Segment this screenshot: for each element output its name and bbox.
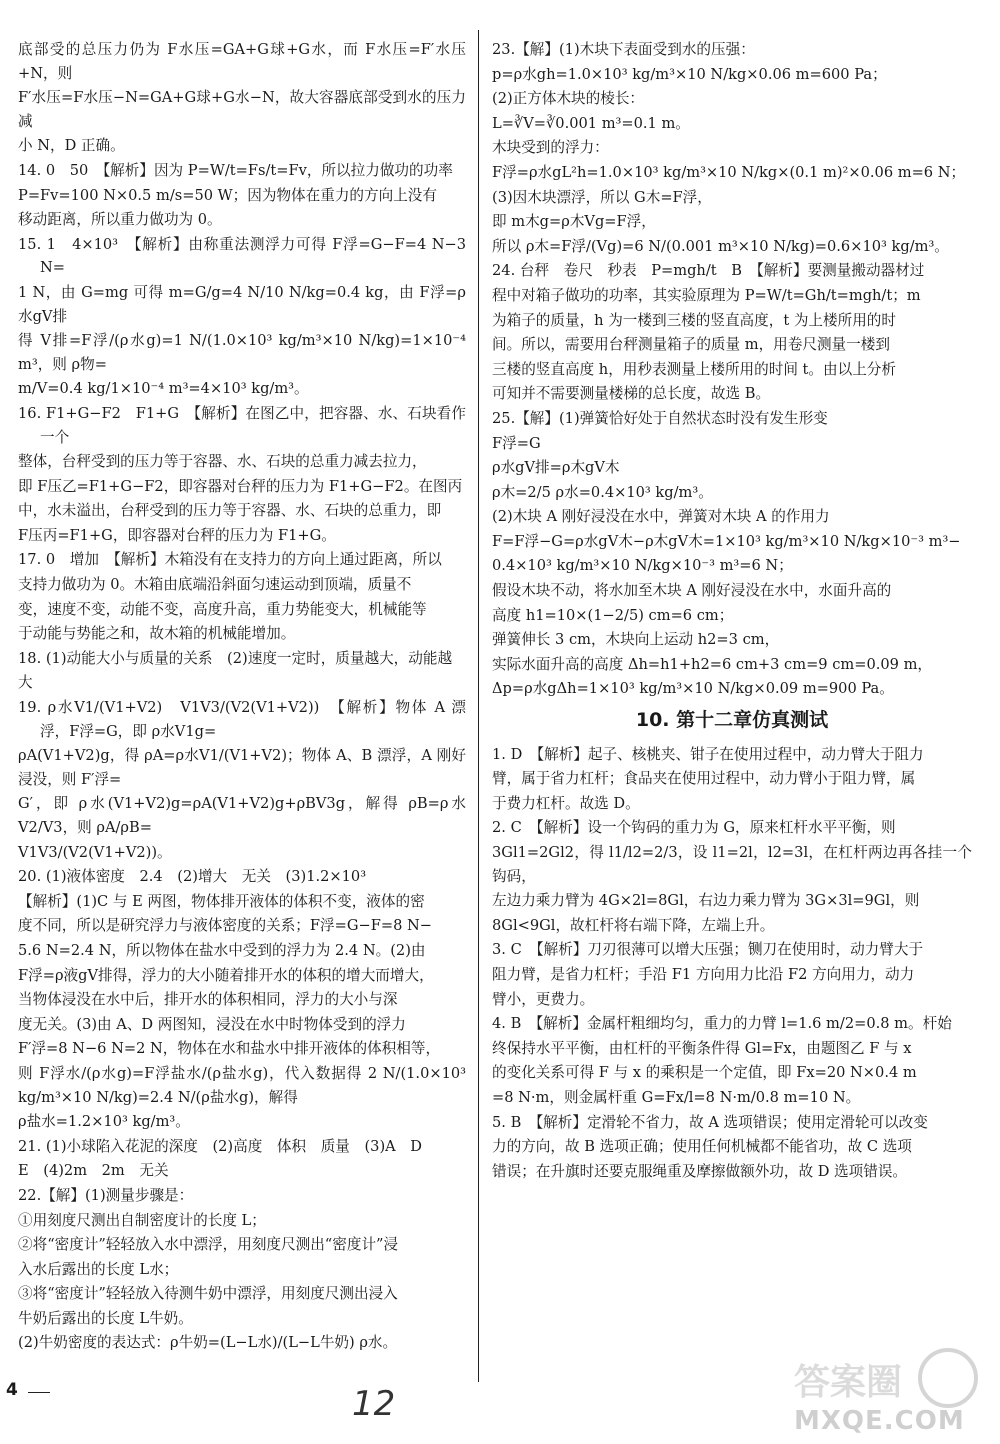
text-line: 臂小，更费力。 — [492, 990, 595, 1008]
text-line: 阻力臂，是省力杠杆；手沿 F1 方向用力比沿 F2 方向用力，动力 — [492, 965, 915, 983]
text-line: 移动距离，所以重力做功为 0。 — [18, 211, 222, 229]
text-line: 度不同，所以是研究浮力与液体密度的关系；F浮=G−F=8 N− — [18, 917, 432, 935]
text-line: 弹簧伸长 3 cm，木块向上运动 h2=3 cm， — [492, 631, 780, 649]
text-line: 三楼的竖直高度 h，用秒表测量上楼所用的时间 t。由以上分析 — [492, 360, 896, 378]
text-line: 当物体浸没在水中后，排开水的体积相同，浮力的大小与深 — [18, 991, 398, 1009]
text-line: 支持力做功为 0。木箱由底端沿斜面匀速运动到顶端，质量不 — [18, 576, 412, 594]
right-answers-top — [492, 38, 972, 701]
text-line: 臂，属于省力杠杆；食品夹在使用过程中，动力臂小于阻力臂，属 — [492, 770, 916, 788]
text-line: 1 N，由 G=mg 可得 m=G/g=4 N/10 N/kg=0.4 kg，由 F浮=ρ水gV排 — [18, 283, 466, 325]
text-line: 所以 ρ木=F浮/(Vg)=6 N/(0.001 m³×10 N/kg)=0.6×10³ kg/m³。 — [492, 237, 949, 255]
text-line: 15. 1 4×10³ 【解析】由称重法测浮力可得 F浮=G−F=4 N−3 N= — [18, 235, 466, 277]
text-line: E (4)2m 2m 无关 — [18, 1162, 169, 1180]
text-line: 17. 0 增加 【解析】木箱没有在支持力的方向上通过距离，所以 — [18, 551, 442, 569]
watermark-seal-icon — [918, 1348, 978, 1408]
right-column — [492, 38, 972, 1184]
text-line: 变，速度不变，动能不变，高度升高，重力势能变大，机械能等 — [18, 600, 427, 618]
text-line: 终保持水平平衡，由杠杆的平衡条件得 Gl=Fx，由题图乙 F 与 x — [492, 1039, 912, 1057]
text-line: m/V=0.4 kg/1×10⁻⁴ m³=4×10³ kg/m³。 — [18, 380, 309, 398]
footer-rule — [28, 1392, 50, 1393]
text-line: ③将“密度计”轻轻放入待测牛奶中漂浮，用刻度尺测出浸入 — [18, 1285, 398, 1303]
text-line: 的变化关系可得 F 与 x 的乘积是一个定值，即 Fx=20 N×0.4 m — [492, 1064, 917, 1082]
text-line: 23.【解】(1)木块下表面受到水的压强： — [492, 41, 755, 58]
column-divider — [478, 30, 479, 1382]
text-line: =8 N·m，则金属杆重 G=Fx/l=8 N·m/0.8 m=10 N。 — [492, 1088, 861, 1106]
text-line: 4. B 【解析】金属杆粗细均匀，重力的力臂 l=1.6 m/2=0.8 m。杆始 — [492, 1015, 952, 1033]
text-line: 3Gl1=2Gl2，得 l1/l2=2/3，设 l1=2l，l2=3l，在杠杆两边再各挂一个钩码， — [492, 844, 972, 885]
text-line: 木块受到的浮力： — [492, 139, 609, 157]
watermark-cn: 答案圈 — [794, 1362, 903, 1403]
text-line: 即 F压乙=F1+G−F2，即容器对台秤的压力为 F1+G−F2。在图丙 — [18, 477, 463, 495]
text-line: 高度 h1=10×(1−2/5) cm=6 cm； — [492, 606, 734, 624]
text-line: 力的方向，故 B 选项正确；使用任何机械都不能省功，故 C 选项 — [492, 1138, 912, 1156]
text-line: P=Fv=100 N×0.5 m/s=50 W；因为物体在重力的方向上没有 — [18, 186, 437, 204]
text-line: 则 F浮水/(ρ水g)=F浮盐水/(ρ盐水g)，代入数据得 2 N/(1.0×10³ kg/m³×10 N/kg)=2.4 N/(ρ盐水g)，解得 — [18, 1064, 466, 1106]
watermark-url: MXQE.COM — [794, 1406, 965, 1436]
text-line: 整体，台秤受到的压力等于容器、水、石块的总重力减去拉力， — [18, 453, 427, 471]
text-line: 21. (1)小球陷入花泥的深度 (2)高度 体积 质量 (3)A D — [18, 1137, 422, 1155]
text-line: ρA(V1+V2)g，得 ρA=ρ水V1/(V1+V2)；物体 A、B 漂浮，A 刚好浸没，则 F′浮= — [18, 747, 466, 788]
text-line: 入水后露出的长度 L水； — [18, 1260, 179, 1278]
text-line: 大 — [18, 674, 33, 692]
text-line: 19. ρ水V1/(V1+V2) V1V3/(V2(V1+V2)) 【解析】物体 A 漂浮，F浮=G，即 ρ水V1g= — [18, 699, 466, 740]
text-line: 为箱子的质量，h 为一楼到三楼的竖直高度，t 为上楼所用的时 — [492, 311, 896, 329]
text-line: 可知并不需要测量楼梯的总长度，故选 B。 — [492, 385, 771, 403]
text-line: 2. C 【解析】设一个钩码的重力为 G，原来杠杆水平平衡，则 — [492, 819, 896, 837]
text-line: F浮=ρ液gV排得，浮力的大小随着排开水的体积的增大而增大， — [18, 966, 434, 984]
text-line: F′水压=F水压−N=GA+G球+G水−N，故大容器底部受到水的压力减 — [18, 89, 466, 130]
page-number: 4 — [6, 1380, 18, 1400]
text-line: 24. 台秤 卷尺 秒表 P=mgh/t B 【解析】要测量搬动器材过 — [492, 262, 925, 280]
text-line: 实际水面升高的高度 Δh=h1+h2=6 cm+3 cm=9 cm=0.09 m， — [492, 655, 933, 673]
text-line: 错误；在升旗时还要克服绳重及摩擦做额外功，故 D 选项错误。 — [492, 1162, 908, 1180]
text-line: 8Gl<9Gl，故杠杆将右端下降，左端上升。 — [492, 916, 775, 934]
text-line: F′浮=8 N−6 N=2 N，物体在水和盐水中排开液体的体积相等， — [18, 1040, 441, 1058]
text-line: (2)正方体木块的棱长： — [492, 90, 645, 108]
text-line: 于动能与势能之和，故木箱的机械能增加。 — [18, 625, 296, 643]
text-line: 22.【解】(1)测量步骤是： — [18, 1186, 194, 1204]
text-line: G′，即 ρ水(V1+V2)g=ρA(V1+V2)g+ρBV3g，解得 ρB=ρ水V2/V3，则 ρA/ρB= — [18, 795, 466, 836]
handwritten-note: 12 — [352, 1384, 396, 1424]
text-line: F浮=ρ水gL²h=1.0×10³ kg/m³×10 N/kg×(0.1 m)²×0.06 m=6 N； — [492, 163, 966, 181]
text-line: (2)牛奶密度的表达式：ρ牛奶=(L−L水)/(L−L牛奶) ρ水。 — [18, 1334, 398, 1352]
text-line: 间。所以，需要用台秤测量箱子的质量 m，用卷尺测量一楼到 — [492, 336, 890, 354]
text-line: 牛奶后露出的长度 L牛奶。 — [18, 1309, 193, 1327]
text-line: 左边力乘力臂为 4G×2l=8Gl，右边力乘力臂为 3G×3l=9Gl，则 — [492, 892, 920, 910]
text-line: 5. B 【解析】定滑轮不省力，故 A 选项错误；使用定滑轮可以改变 — [492, 1113, 928, 1131]
right-answers-bottom — [492, 743, 972, 1184]
text-line: (3)因木块漂浮，所以 G木=F浮， — [492, 188, 712, 206]
left-column — [18, 38, 466, 1356]
text-line: 5.6 N=2.4 N，所以物体在盐水中受到的浮力为 2.4 N。(2)由 — [18, 941, 426, 959]
text-line: V1V3/(V2(V1+V2))。 — [18, 843, 172, 861]
watermark-logo — [790, 1346, 990, 1442]
text-line: 16. F1+G−F2 F1+G 【解析】在图乙中，把容器、水、石块看作一个 — [18, 404, 466, 446]
text-line: 小 N，D 正确。 — [18, 137, 125, 155]
text-line: 假设木块不动，将水加至木块 A 刚好浸没在水中，水面升高的 — [492, 582, 892, 600]
text-line: ρ盐水=1.2×10³ kg/m³。 — [18, 1113, 190, 1131]
text-line: 底部受的总压力仍为 F水压=GA+G球+G水，而 F水压=F′水压+N，则 — [18, 41, 466, 82]
text-line: ①用刻度尺测出自制密度计的长度 L； — [18, 1211, 266, 1229]
text-line: 度无关。(3)由 A、D 两图知，浸没在水中时物体受到的浮力 — [18, 1015, 406, 1033]
text-line: 程中对箱子做功的功率，其实验原理为 P=W/t=Gh/t=mgh/t；m — [492, 286, 921, 304]
text-line: F浮=G — [492, 434, 541, 452]
text-line: ②将“密度计”轻轻放入水中漂浮，用刻度尺测出“密度计”浸 — [18, 1236, 399, 1254]
text-line: 即 m木g=ρ木Vg=F浮， — [492, 213, 656, 231]
text-line: (2)木块 A 刚好浸没在水中，弹簧对木块 A 的作用力 — [492, 508, 830, 526]
text-line: F压丙=F1+G，即容器对台秤的压力为 F1+G。 — [18, 526, 336, 544]
section-title: 10. 第十二章仿真测试 — [635, 709, 829, 732]
text-line: 中，水未溢出，台秤受到的压力等于容器、水、石块的总重力，即 — [18, 502, 442, 520]
text-line: 20. (1)液体密度 2.4 (2)增大 无关 (3)1.2×10³ — [18, 868, 367, 886]
text-line: 0.4×10³ kg/m³×10 N/kg×10⁻³ m³=6 N； — [492, 557, 793, 575]
text-line: ρ木=2/5 ρ水=0.4×10³ kg/m³。 — [492, 483, 713, 501]
text-line: L=∛V=∛0.001 m³=0.1 m。 — [492, 114, 690, 132]
text-line: 1. D 【解析】起子、核桃夹、钳子在使用过程中，动力臂大于阻力 — [492, 745, 924, 763]
text-line: p=ρ水gh=1.0×10³ kg/m³×10 N/kg×0.06 m=600 Pa； — [492, 65, 887, 83]
text-line: Δp=ρ水gΔh=1×10³ kg/m³×10 N/kg×0.09 m=900 Pa。 — [492, 680, 894, 698]
text-line: 3. C 【解析】刀刃很薄可以增大压强；铡刀在使用时，动力臂大于 — [492, 941, 924, 959]
text-line: 【解析】(1)C 与 E 两图，物体排开液体的体积不变，液体的密 — [18, 892, 425, 910]
text-line: 14. 0 50 【解析】因为 P=W/t=Fs/t=Fv，所以拉力做功的功率 — [18, 161, 453, 179]
text-line: ρ水gV排=ρ木gV木 — [492, 459, 620, 477]
text-line: 于费力杠杆。故选 D。 — [492, 794, 640, 812]
text-line: F=F浮−G=ρ水gV木−ρ木gV木=1×10³ kg/m³×10 N/kg×10⁻³ m³− — [492, 532, 961, 550]
text-line: 25.【解】(1)弹簧恰好处于自然状态时没有发生形变 — [492, 409, 828, 427]
text-line: 得 V排=F浮/(ρ水g)=1 N/(1.0×10³ kg/m³×10 N/kg)=1×10⁻⁴ m³，则 ρ物= — [18, 332, 466, 373]
text-line: 18. (1)动能大小与质量的关系 (2)速度一定时，质量越大，动能越 — [18, 649, 453, 667]
